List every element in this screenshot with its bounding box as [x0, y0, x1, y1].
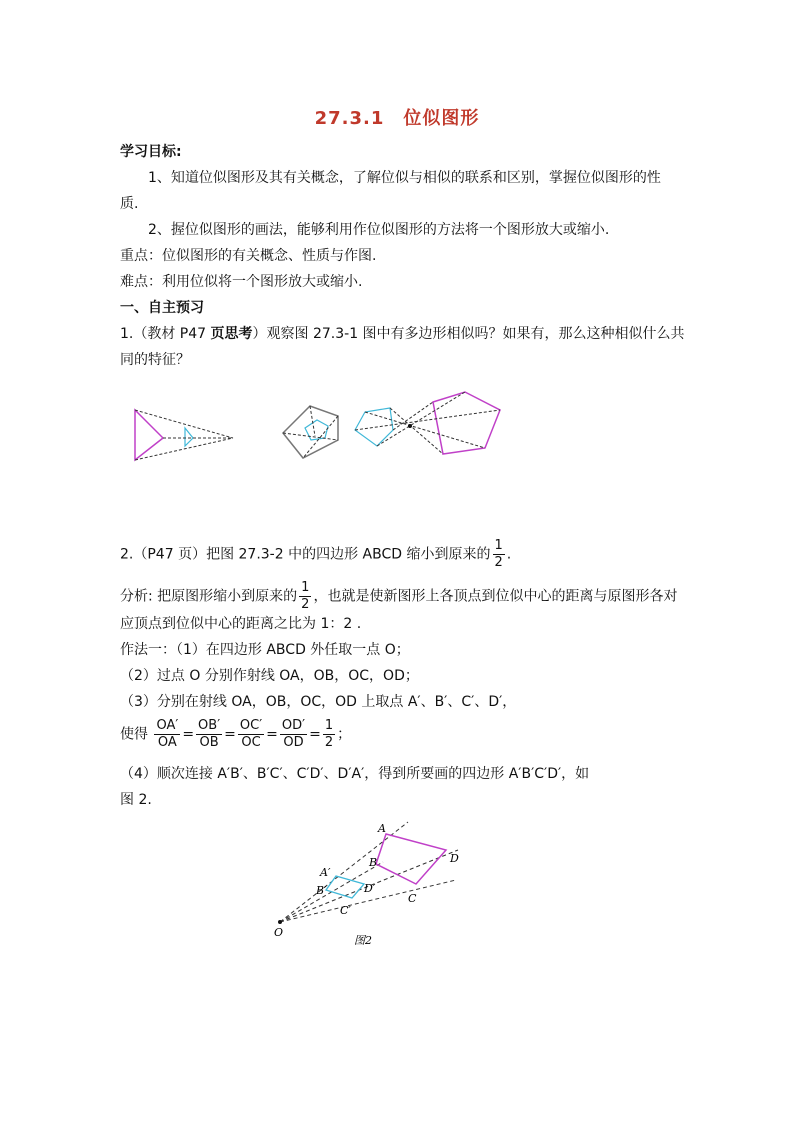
method-step-4: （4）顺次连接 A′B′、B′C′、C′D′、D′A′，得到所要画的四边形 A′B′C′D′，如	[120, 766, 590, 782]
method-step-1: 作法一：（1）在四边形 ABCD 外任取一点 O；	[120, 642, 410, 658]
label-d-prime: D′	[364, 882, 376, 895]
q1-rest: ）观察图 27.3-1 图中有多边形相似吗？如果有，那么这种相似什么共	[252, 326, 685, 342]
q1-prefix: 1.（教材 P47	[120, 326, 211, 342]
goals-heading: 学习目标:	[120, 144, 182, 160]
label-a: A	[378, 822, 386, 835]
ratio-oa: $\frac{OA'}{OA}$	[156, 718, 179, 750]
quad-abcd-prime	[326, 876, 364, 898]
quad-abcd	[376, 834, 446, 884]
shide-label: 使得	[120, 726, 148, 743]
label-b-prime: B′	[316, 884, 327, 897]
ratio-od: $\frac{OD'}{OD}$	[281, 718, 306, 750]
section-heading: 一、自主预习	[120, 300, 204, 316]
method-step-4-cont: 图 2.	[120, 792, 152, 808]
label-o: O	[274, 926, 284, 939]
ratio-ob: $\frac{OB'}{OB}$	[198, 718, 221, 750]
question-1	[120, 324, 685, 344]
analysis-cont: 应顶点到位似中心的距离之比为 1：2 .	[120, 616, 362, 632]
analysis-a: 分析: 把原图形缩小到原来的	[120, 588, 298, 605]
analysis-b: ，也就是使新图形上各顶点到位似中心的距离与原图形各对	[313, 588, 678, 605]
q2-end: .	[506, 546, 512, 563]
fig1-bowtie-pentagons	[355, 392, 500, 454]
figure-27-3-1	[125, 388, 525, 468]
ratio-equation: 使得 $\frac{OA'}{OA}$ = $\frac{OB'}{OB}$ = $\frac{OC'}{OC}$ = $\frac{OD'}{OD}$ = $\frac{1}{2}$ ；	[120, 718, 352, 750]
goal-2: 2、握位似图形的画法，能够利用作位似图形的方法将一个图形放大或缩小.	[148, 222, 610, 238]
fig1-triangles	[135, 410, 233, 460]
label-c: C	[408, 892, 417, 905]
q1-bold: 页思考	[210, 326, 253, 342]
label-d: D	[450, 852, 459, 865]
figure-caption: 图2	[354, 934, 372, 947]
goal-1: 1、知道位似图形及其有关概念，了解位似与相似的联系和区别，掌握位似图形的性	[148, 170, 661, 186]
method-step-2: （2）过点 O 分别作射线 OA，OB，OC，OD；	[120, 668, 419, 684]
key-point: 重点：位似图形的有关概念、性质与作图.	[120, 248, 377, 264]
label-c-prime: C′	[340, 904, 351, 917]
page-title: 27.3.1 位似图形	[314, 108, 480, 129]
fig1-nested-quads	[283, 406, 338, 458]
ratio-oc: $\frac{OC'}{OC}$	[239, 718, 263, 750]
figure-2	[268, 810, 478, 955]
method-step-3: （3）分别在射线 OA，OB，OC，OD 上取点 A′、B′、C′、D′，	[120, 694, 517, 710]
fraction-half-2: $\frac{1}{2}$	[301, 580, 310, 612]
difficulty: 难点：利用位似将一个图形放大或缩小.	[120, 274, 363, 290]
goal-1-cont: 质.	[120, 196, 139, 212]
label-a-prime: A′	[320, 866, 331, 879]
fraction-half: $\frac{1}{2}$	[494, 538, 503, 570]
question-1-cont: 同的特征？	[120, 352, 190, 368]
question-2	[120, 538, 511, 571]
q2-text: 2.（P47 页）把图 27.3-2 中的四边形 ABCD 缩小到原来的	[120, 546, 491, 563]
analysis	[120, 580, 677, 613]
ratio-half: $\frac{1}{2}$	[324, 718, 334, 750]
label-b: B	[369, 856, 378, 869]
